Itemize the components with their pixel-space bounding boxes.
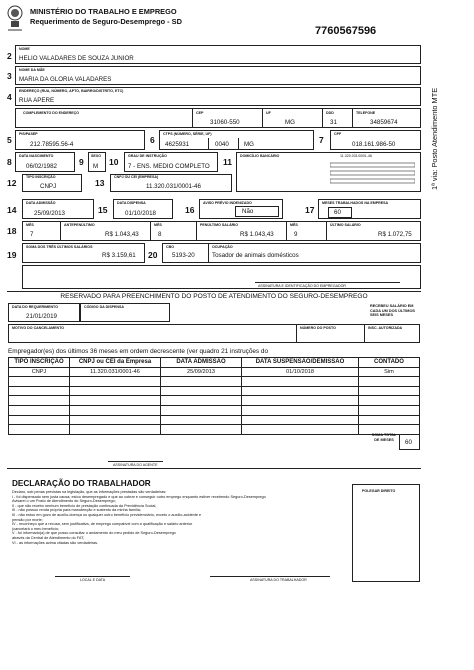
empregadores-table — [8, 357, 420, 435]
declaracao-text — [12, 490, 342, 545]
soma-total-value: 60 — [405, 439, 412, 446]
field-number-8: 8 — [7, 157, 12, 167]
instrucao-value: 7 - ENS. MEDIO COMPLETO — [128, 163, 210, 170]
ministry-title: MINISTÉRIO DO TRABALHO E EMPREGO — [30, 7, 177, 16]
cell — [242, 405, 359, 415]
ultimo-value: R$ 1.072,75 — [378, 231, 412, 238]
cnpj-value: 11.320.031/0001-46 — [146, 183, 201, 190]
penult-value: R$ 1.043,43 — [240, 231, 274, 238]
insc-label: INSC. AUTORIZADA — [368, 326, 403, 330]
cell — [70, 405, 161, 415]
cell — [242, 396, 359, 406]
field-number-3: 3 — [7, 71, 12, 81]
field-number-10: 10 — [109, 157, 119, 167]
meses-value: 60 — [334, 209, 341, 216]
mes3-label: MÊS — [290, 223, 298, 227]
table-row — [9, 386, 420, 396]
cell — [9, 415, 70, 425]
cancelamento-box — [8, 324, 420, 343]
form-number: 7760567596 — [315, 25, 377, 37]
complemento-label: COMPLEMENTO DO ENDEREÇO — [23, 111, 80, 115]
cell — [9, 425, 70, 435]
field-number-9: 9 — [79, 157, 84, 167]
cell — [242, 425, 359, 435]
recebeu-label — [370, 304, 420, 318]
endereco-value: RUA APERE — [19, 97, 55, 104]
form-title: Requerimento de Seguro-Desemprego - SD — [30, 17, 182, 26]
declaracao-title: DECLARAÇÃO DO TRABALHADOR — [12, 479, 151, 488]
field-number-19: 19 — [7, 250, 17, 260]
cell — [161, 386, 242, 396]
declaracao-line: V - fui informado(a) de que posso consultar o andamento do meu pedido de Seguro-Desemprego — [12, 531, 176, 536]
cell: 01/10/2018 — [242, 367, 359, 377]
declaracao-line: através da Central de Atendimento do FAT; — [12, 535, 85, 540]
th-admissao: DATA ADMISSÃO — [161, 358, 242, 368]
reservado-title: RESERVADO PARA PREENCHIMENTO DO POSTO DE ATENDIMENTO DO SEGURO-DESEMPREGO — [60, 293, 368, 300]
dispensa-value: 01/10/2018 — [125, 210, 156, 217]
penult-label: PENÚLTIMO SALÁRIO — [200, 223, 239, 227]
table-row — [9, 415, 420, 425]
assinatura-empregador-label: ASSINATURA E IDENTIFICAÇÃO DO EMPREGADOR — [258, 284, 346, 288]
tipo-insc-value: CNPJ — [40, 183, 57, 190]
mes2-label: MÊS — [154, 223, 162, 227]
cnpj-label: CNPJ OU CEI (EMPRESA) — [114, 175, 159, 179]
mes2-value: 8 — [158, 231, 162, 238]
ctps-serie: 0040 — [215, 141, 229, 148]
declaracao-line: III - não possuo renda própria para manutenção e sustento da minha família; — [12, 508, 141, 513]
mae-value: MARIA DA GLORIA VALADARES — [19, 76, 112, 83]
field-number-11: 11 — [223, 157, 232, 167]
cell — [70, 425, 161, 435]
mes1-value: 7 — [30, 231, 34, 238]
th-suspensao: DATA SUSPENSÃO/DEMISSÃO — [242, 358, 359, 368]
uf-value: MG — [285, 119, 295, 126]
declaracao-line: II - que não recebo nenhum benefício de prestação continuada da Previdência Social, — [12, 503, 157, 508]
motivo-label: MOTIVO DO CANCELAMENTO — [12, 326, 65, 330]
th-tipo: TIPO INSCRIÇÃO — [9, 358, 70, 368]
table-row — [9, 377, 420, 387]
ctps-label: CTPS (NÚMERO, SÉRIE, UF) — [163, 132, 212, 136]
data-req-value: 21/01/2019 — [26, 313, 57, 320]
mes3-value: 9 — [294, 231, 298, 238]
nascimento-label: DATA NASCIMENTO — [19, 154, 54, 158]
table-row — [9, 367, 420, 377]
declaracao-line: Declaro, sob penas previstas na legislação, que as informações prestadas são verdadeiras: — [12, 490, 167, 494]
cell — [9, 396, 70, 406]
cell — [9, 405, 70, 415]
soma-total-text: SOMA TOTAL DE MESES — [371, 433, 397, 442]
codigo-label: CÓDIGO DA DISPENSA — [84, 305, 125, 309]
field-number-18: 18 — [7, 226, 17, 236]
cell — [70, 386, 161, 396]
ctps-numero: 4625931 — [165, 141, 190, 148]
field-number-5: 5 — [7, 135, 12, 145]
cell — [359, 415, 420, 425]
table-row — [9, 405, 420, 415]
domicilio-barcode — [330, 160, 415, 188]
pis-value: 212.78595.56-4 — [30, 141, 74, 148]
th-cnpj: CNPJ ou CEI da Empresa — [70, 358, 161, 368]
numero-posto-label: NÚMERO DO POSTO — [300, 326, 336, 330]
field-number-14: 14 — [7, 205, 17, 215]
instrucao-label: GRAU DE INSTRUÇÃO — [128, 154, 167, 158]
cell — [161, 425, 242, 435]
declaracao-line: VI - as informações acima citadas são verdadeiras. — [12, 540, 99, 545]
assinatura-trabalhador-label: ASSINATURA DO TRABALHADOR — [250, 578, 307, 582]
assinatura-empregador-box — [22, 265, 421, 289]
domicilio-label: DOMICÍLIO BANCÁRIO — [240, 154, 280, 158]
field-number-15: 15 — [98, 205, 108, 215]
sexo-value: M — [93, 163, 99, 170]
cell — [161, 415, 242, 425]
cpf-label: CPF — [334, 132, 342, 136]
assinatura-agente-label: ASSINATURA DO AGENTE — [113, 463, 158, 467]
ocupacao-label: OCUPAÇÃO — [212, 245, 233, 249]
cell — [242, 377, 359, 387]
field-number-6: 6 — [150, 135, 155, 145]
cell — [161, 405, 242, 415]
polegar-label: POLEGAR DIREITO — [362, 489, 396, 493]
field-number-7: 7 — [319, 135, 324, 145]
declaracao-line: (cancelará o meu benefício; — [12, 526, 59, 531]
cell: CNPJ — [9, 367, 70, 377]
ministry-logo — [6, 4, 24, 32]
declaracao-line: IV - reconheço que a recusa, sem justificativa, de emprego compatível com a qualificação e salário anterior — [12, 522, 193, 527]
cell — [161, 377, 242, 387]
declaracao-line: Avisarei o um Posto de Atendimento do Seguro-Desemprego; — [12, 499, 116, 504]
mae-label: NOME DA MÃE — [19, 68, 45, 72]
admissao-label: DATA ADMISSÃO — [26, 201, 56, 205]
dispensa-label: DATA DISPENSA — [117, 201, 146, 205]
cbo-value: 5193-20 — [172, 252, 195, 259]
field-number-2: 2 — [7, 51, 12, 61]
soma-total-label — [370, 433, 398, 442]
aviso-value: Não — [242, 208, 254, 215]
nome-label: NOME — [19, 47, 30, 51]
domicilio-banco: 11.320.031/0001-46 — [340, 154, 372, 158]
cell: 11.320.031/0001-46 — [70, 367, 161, 377]
table-header-row — [9, 358, 420, 368]
cell — [9, 377, 70, 387]
table-row — [9, 396, 420, 406]
cbo-label: CBO — [166, 245, 174, 249]
cell — [70, 396, 161, 406]
th-contado: CONTADO — [359, 358, 420, 368]
field-number-16: 16 — [185, 205, 195, 215]
field-number-20: 20 — [148, 250, 158, 260]
admissao-value: 25/09/2013 — [34, 210, 65, 217]
nome-value: HELIO VALADARES DE SOUZA JUNIOR — [19, 55, 134, 62]
table-row — [9, 425, 420, 435]
soma-label: SOMA DOS TRÊS ÚLTIMOS SALÁRIOS — [26, 245, 93, 249]
cell — [9, 386, 70, 396]
field-number-12: 12 — [7, 178, 17, 188]
ddd-value: 31 — [330, 119, 337, 126]
declaracao-line: pensão por morte; — [12, 517, 43, 522]
uf-label: UF — [266, 111, 271, 115]
mes1-label: MÊS — [26, 223, 34, 227]
field-number-4: 4 — [7, 92, 12, 102]
cell — [242, 386, 359, 396]
cep-label: CEP — [196, 111, 204, 115]
local-data-label: LOCAL E DATA — [80, 578, 106, 582]
field-number-13: 13 — [95, 178, 105, 188]
ddd-label: DDD — [326, 111, 334, 115]
data-req-label: DATA DO REQUERIMENTO — [12, 305, 58, 309]
aviso-label: AVISO PRÉVIO INDENIZADO — [203, 201, 252, 205]
cell — [70, 377, 161, 387]
empregadores-intro: Empregador(es) dos últimos 36 meses em ordem decrescente (ver quadro 21 instruções do — [8, 348, 269, 355]
sexo-label: SEXO — [91, 154, 101, 158]
declaracao-line: I - foi dispensado sem justa causa; estou desempregado e que ao cobrar e conseguir outro emprego enquanto estiver recebendo Seguro-Desemprego — [12, 494, 266, 499]
antepen-label: ANTEPENÚLTIMO — [64, 223, 95, 227]
cell: Sim — [359, 367, 420, 377]
tipo-insc-label: TIPO INSCRIÇÃO — [26, 175, 56, 179]
telefone-value: 34859674 — [370, 119, 398, 126]
antepen-value: R$ 1.043,43 — [105, 231, 139, 238]
cell — [359, 386, 420, 396]
ctps-uf: MG — [244, 141, 254, 148]
declaracao-line: III - não estou em gozo de auxílio-doença ou qualquer outro benefício previdenciário, exceto o auxílio-acidente e — [12, 512, 202, 517]
cell — [242, 415, 359, 425]
ultimo-label: ÚLTIMO SALÁRIO — [330, 223, 361, 227]
pis-label: PIS/PASEP — [19, 132, 38, 136]
soma-value: R$ 3.159,61 — [102, 252, 136, 259]
telefone-label: TELEFONE — [356, 111, 376, 115]
endereco-label: ENDEREÇO (RUA, NÚMERO, APTO, BAIRRO/DISTRITO, ETC) — [19, 89, 124, 93]
cell: 25/09/2013 — [161, 367, 242, 377]
recebeu-text: RECEBEU SALÁRIO EM CADA UM DOS ÚLTIMOS SEIS MESES — [370, 304, 415, 318]
cep-value: 31060-550 — [210, 119, 240, 126]
cell — [359, 396, 420, 406]
cell — [161, 396, 242, 406]
cell — [70, 415, 161, 425]
cell — [359, 377, 420, 387]
side-note: 1ª via: Posto Atendimento MTE — [430, 87, 439, 190]
cell — [359, 405, 420, 415]
nascimento-value: 06/02/1982 — [26, 163, 57, 170]
cpf-value: 018.161.986-50 — [352, 141, 396, 148]
ocupacao-value: Tosador de animais domésticos — [212, 252, 299, 259]
polegar-box — [352, 484, 420, 582]
field-number-17: 17 — [305, 205, 315, 215]
meses-label: MESES TRABALHADOS NA EMPRESA — [322, 201, 389, 205]
